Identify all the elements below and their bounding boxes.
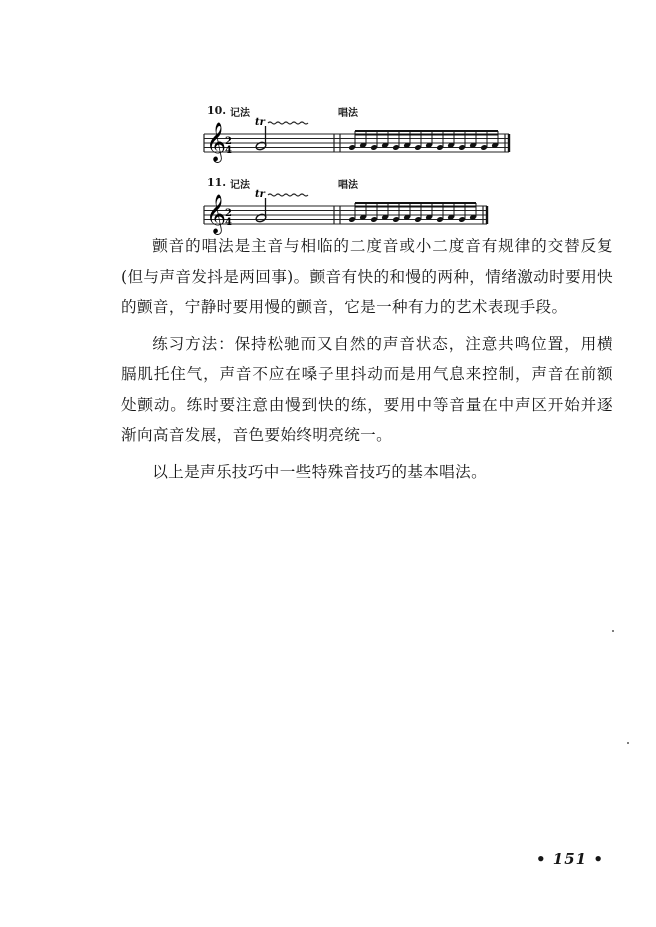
scan-speck <box>612 630 614 632</box>
scan-speck <box>627 742 629 744</box>
sung-label: 唱法 <box>338 180 358 191</box>
time-signature: 2 <box>225 136 232 147</box>
trill-mark: tr <box>255 117 265 128</box>
staff-notation <box>200 104 512 162</box>
time-signature: 4 <box>225 145 232 156</box>
sung-label: 唱法 <box>338 108 358 119</box>
trill-wavy-line <box>268 122 308 124</box>
paragraph-trill-description: 颤音的唱法是主音与相临的二度音或小二度音有规律的交替反复(但与声音发抖是两回事)。颤音有快的和慢的两种，情绪激动时要用快的颤音，宁静时要用慢的颤音，它是一种有力的艺术表现手段。 <box>121 237 613 316</box>
example-number: 10. <box>207 104 227 117</box>
notation-label: 记法 <box>230 180 250 191</box>
staff-lines <box>204 206 487 224</box>
trill-wavy-line <box>268 194 308 196</box>
staff-notation <box>200 176 512 234</box>
treble-clef-icon: 𝄞 <box>206 122 227 162</box>
trill-mark: tr <box>255 189 265 200</box>
example-number: 11. <box>207 176 227 189</box>
page-number: • 151 • <box>536 850 604 868</box>
body-text <box>121 231 613 487</box>
treble-clef-icon: 𝄞 <box>206 194 227 234</box>
music-example-10 <box>200 104 512 162</box>
time-signature: 2 <box>225 208 232 219</box>
paragraph-practice-method: 练习方法：保持松驰而又自然的声音状态，注意共鸣位置，用横膈肌托住气，声音不应在嗓子里抖动而是用气息来控制，声音在前额处颤动。练时要注意由慢到快的练，要用中等音量在中声区开始并逐渐向高音发展，音色要始终明亮统一。 <box>121 334 613 444</box>
paragraph-summary: 以上是声乐技巧中一些特殊音技巧的基本唱法。 <box>152 462 488 481</box>
notation-label: 记法 <box>230 108 250 119</box>
time-signature: 4 <box>225 217 232 228</box>
music-example-11 <box>200 176 512 234</box>
